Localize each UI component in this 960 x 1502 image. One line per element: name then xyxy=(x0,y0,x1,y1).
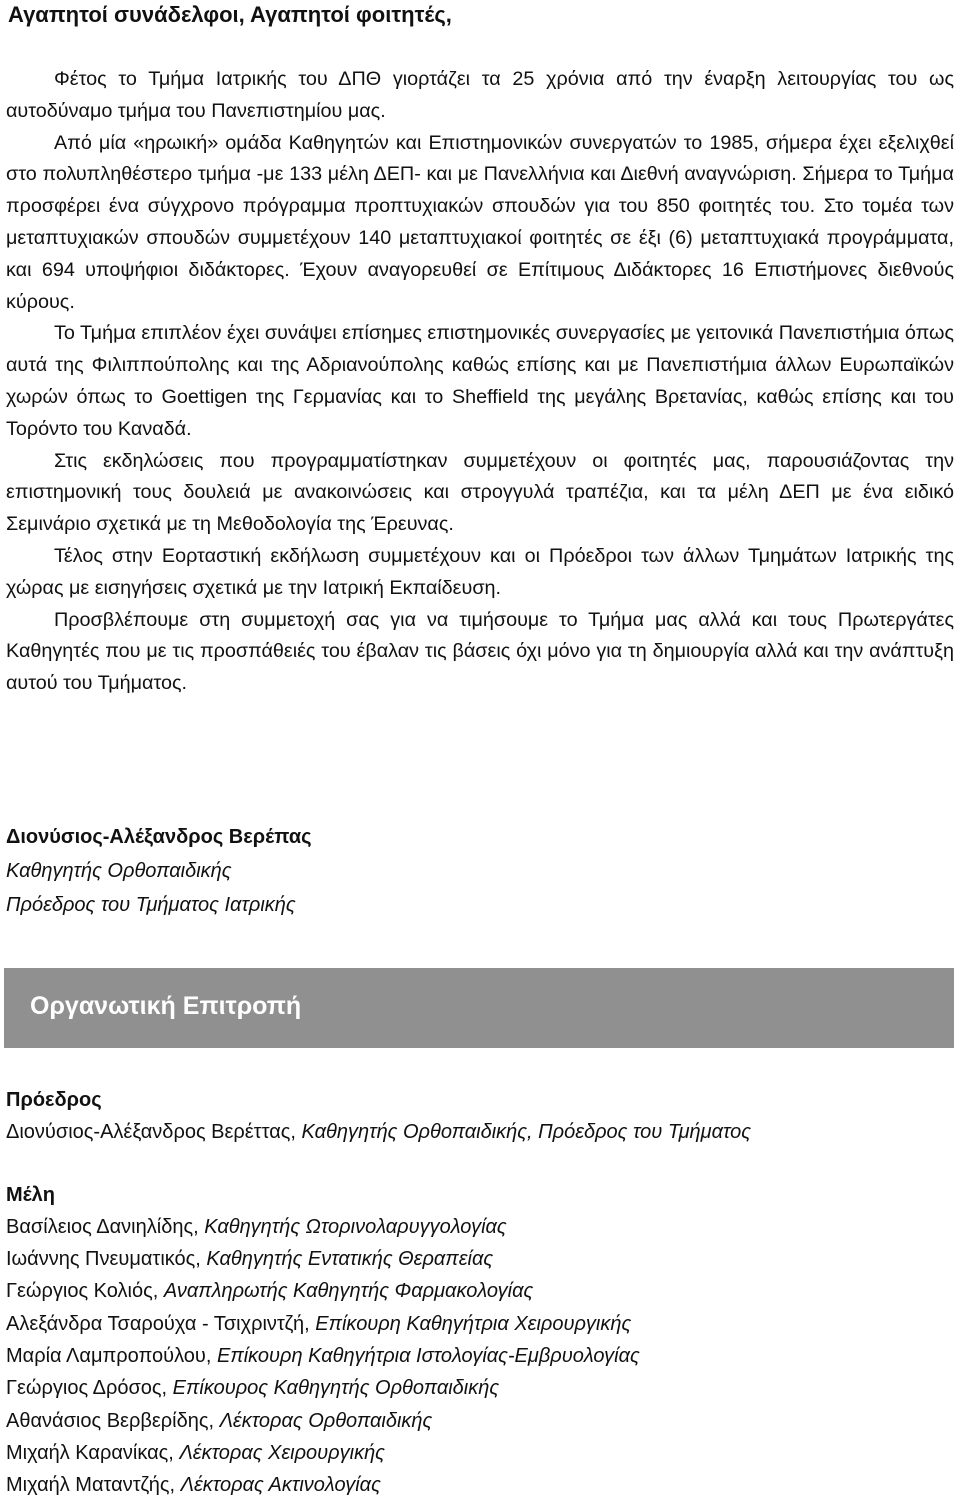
person-name: Βασίλειος Δανιηλίδης, xyxy=(6,1215,199,1238)
person-role: Λέκτορας Ορθοπαιδικής xyxy=(219,1409,433,1432)
person-name: Μιχαήλ Καρανίκας, xyxy=(6,1441,174,1464)
person-name: Αθανάσιος Βερβερίδης, xyxy=(6,1409,215,1432)
president-entry xyxy=(6,1116,956,1148)
person-name: Μαρία Λαμπροπούλου, xyxy=(6,1345,212,1368)
member-entry xyxy=(6,1437,956,1469)
person-role: Καθηγητής Ωτορινολαρυγγολογίας xyxy=(204,1215,507,1238)
signatory-title: Καθηγητής Ορθοπαιδικής xyxy=(6,860,232,882)
letter-signature xyxy=(6,820,906,922)
member-entry xyxy=(6,1469,956,1501)
signatory-name: Διονύσιος-Αλέξανδρος Βερέπας xyxy=(6,826,312,848)
letter-greeting: Αγαπητοί συνάδελφοι, Αγαπητοί φοιτητές, xyxy=(8,2,452,27)
person-name: Γεώργιος Κολιός, xyxy=(6,1280,159,1303)
person-role: Επίκουρη Καθηγήτρια Χειρουργικής xyxy=(315,1312,632,1335)
member-entry xyxy=(6,1372,956,1404)
letter-paragraph: Φέτος το Τμήμα Ιατρικής του ΔΠΘ γιορτάζει τα 25 χρόνια από την έναρξη λειτουργίας του ως αυτοδύναμο τμήμα του Πανεπιστημίου μας. xyxy=(6,68,954,122)
committee-banner xyxy=(4,968,954,1048)
letter-body xyxy=(6,64,954,700)
person-name: Γεώργιος Δρόσος, xyxy=(6,1377,168,1400)
member-entry xyxy=(6,1243,956,1275)
member-entry xyxy=(6,1340,956,1372)
person-role: Αναπληρωτής Καθηγητής Φαρμακολογίας xyxy=(163,1280,534,1303)
letter-paragraph: Από μία «ηρωική» ομάδα Καθηγητών και Επιστημονικών συνεργατών το 1985, σήμερα έχει εξελιχθεί στο πολυπληθέστερο τμήμα -με 133 μέλη ΔΕΠ- και με Πανελλήνια και Διεθνή αναγνώριση. Σήμερα το Τμήμα προσφέρει ένα σύγχρονο πρόγραμμα προπτυχιακών σπουδών για του 850 φοιτητές του. Στο τομέα των μεταπτυχιακών σπουδών συμμετέχουν 140 μεταπτυχιακοί φοιτητές σε έξι (6) μεταπτυχιακά προγράμματα, και 694 υποψήφιοι διδάκτορες. Έχουν αναγορευθεί σε Επίτιμους Διδάκτορες 16 Επιστήμονες διεθνούς κύρους. xyxy=(6,131,954,313)
signatory-position: Πρόεδρος του Τμήματος Ιατρικής xyxy=(6,894,296,916)
letter-paragraph: Τέλος στην Εορταστική εκδήλωση συμμετέχουν και οι Πρόεδροι των άλλων Τμημάτων Ιατρικής της χώρας με εισηγήσεις σχετικά με την Ιατρική Εκπαίδευση. xyxy=(6,544,954,599)
person-name: Μιχαήλ Ματαντζής, xyxy=(6,1474,176,1497)
person-role: Λέκτορας Ακτινολογίας xyxy=(180,1474,381,1497)
member-entry xyxy=(6,1275,956,1307)
section-spacer xyxy=(6,1149,956,1179)
person-role: Καθηγητής Εντατικής Θεραπείας xyxy=(206,1248,494,1271)
letter-paragraph: Προσβλέπουμε στη συμμετοχή σας για να τιμήσουμε το Τμήμα μας αλλά και τους Πρωτεργάτες Καθηγητές που με τις προσπάθειές του έβαλαν τις βάσεις όχι μόνο για τη δημιουργία αλλά και την ανάπτυξη αυτού του Τμήματος. xyxy=(6,608,954,695)
person-name: Ιωάννης Πνευματικός, xyxy=(6,1248,201,1271)
letter-paragraph: Το Τμήμα επιπλέον έχει συνάψει επίσημες επιστημονικές συνεργασίες με γειτονικά Πανεπιστήμια όπως αυτά της Φιλιππούπολης και της Αδριανούπολης καθώς επίσης και με Πανεπιστήμια άλλων Ευρωπαϊκών χωρών όπως το Goettigen της Γερμανίας και το Sheffield της μεγάλης Βρετανίας, καθώς επίσης και του Τορόντο του Καναδά. xyxy=(6,322,954,440)
person-name: Διονύσιος-Αλέξανδρος Βερέττας, xyxy=(6,1121,296,1144)
person-name: Αλεξάνδρα Τσαρούχα - Τσιχριντζή, xyxy=(6,1312,310,1335)
committee-heading: Οργανωτική Επιτροπή xyxy=(30,992,302,1020)
person-role: Λέκτορας Χειρουργικής xyxy=(179,1441,385,1464)
committee-list xyxy=(6,1084,956,1502)
person-role: Επίκουρος Καθηγητής Ορθοπαιδικής xyxy=(172,1377,500,1400)
member-entry xyxy=(6,1211,956,1243)
person-role: Καθηγητής Ορθοπαιδικής, Πρόεδρος του Τμήματος xyxy=(301,1121,752,1144)
member-entry xyxy=(6,1405,956,1437)
person-role: Επίκουρη Καθηγήτρια Ιστολογίας-Εμβρυολογίας xyxy=(216,1345,640,1368)
letter-paragraph: Στις εκδηλώσεις που προγραμματίστηκαν συμμετέχουν οι φοιτητές μας, παρουσιάζοντας την επιστημονική τους δουλειά με ανακοινώσεις και στρογγυλά τραπέζια, και τα μέλη ΔΕΠ με ένα ειδικό Σεμινάριο σχετικά με τη Μεθοδολογία της Έρευνας. xyxy=(6,449,954,536)
member-entry xyxy=(6,1308,956,1340)
members-label: Μέλη xyxy=(6,1183,56,1206)
president-label: Πρόεδρος xyxy=(6,1089,102,1111)
